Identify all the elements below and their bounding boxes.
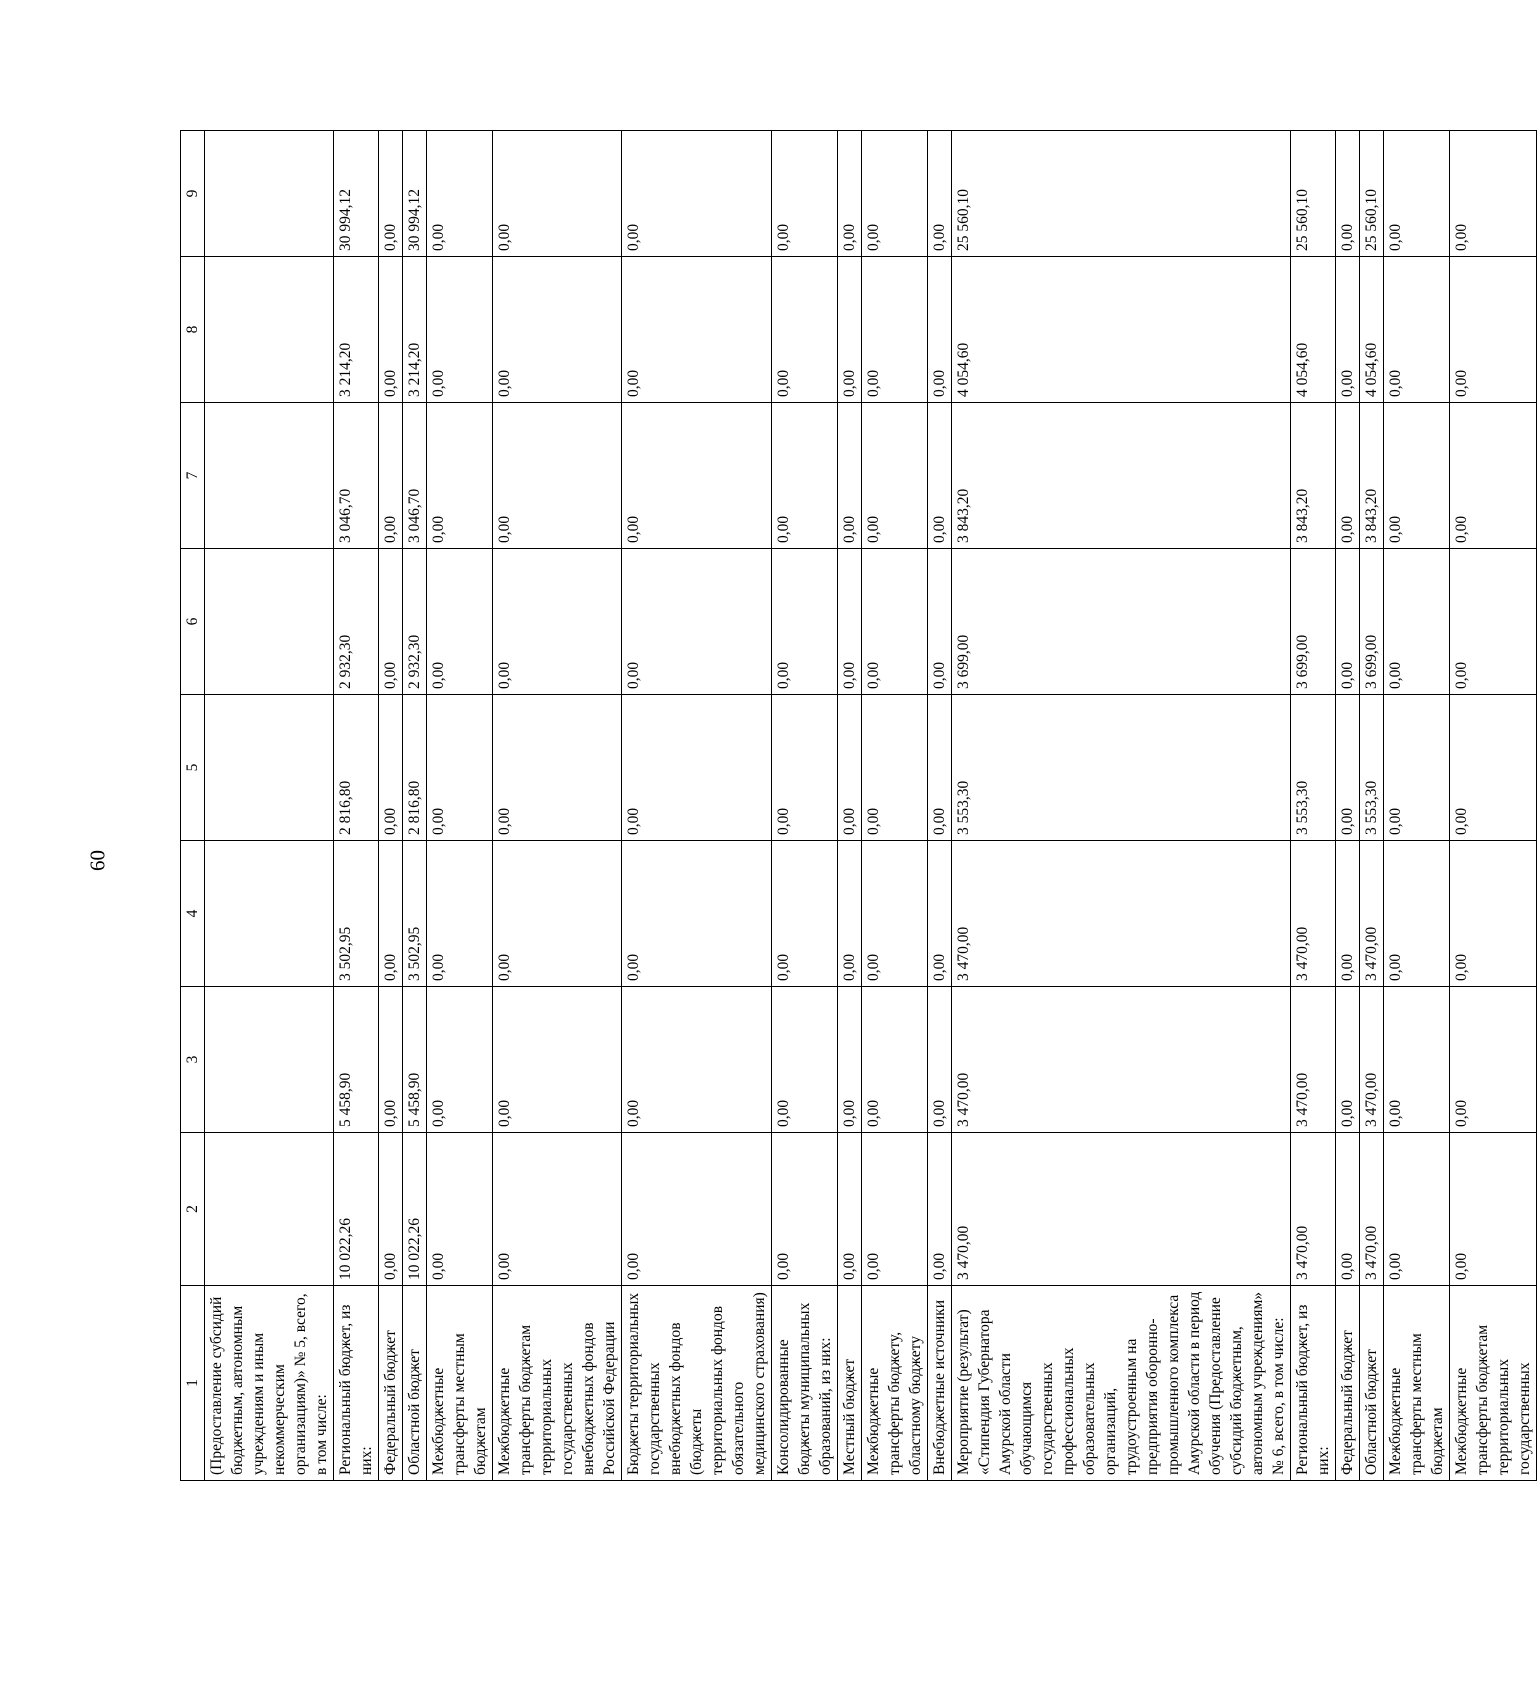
row-label-cell: Областной бюджет bbox=[403, 1286, 427, 1481]
row-label-cell: Межбюджетные трансферты бюджетам территориальных государственных внебюджетных фондов Российской Федерации bbox=[493, 1286, 622, 1481]
value-cell: 0,00 bbox=[772, 131, 838, 257]
value-cell: 0,00 bbox=[622, 695, 772, 841]
row-label-cell: Бюджеты территориальных государственных внебюджетных фондов (бюджеты территориальных фондов обязательного медицинского страхования) bbox=[622, 1286, 772, 1481]
value-cell: 0,00 bbox=[379, 841, 403, 987]
value-cell: 0,00 bbox=[1384, 987, 1450, 1133]
value-cell: 0,00 bbox=[1336, 841, 1360, 987]
value-cell: 0,00 bbox=[1384, 549, 1450, 695]
column-header: 9 bbox=[181, 131, 205, 257]
value-cell: 0,00 bbox=[1450, 987, 1537, 1133]
value-cell: 0,00 bbox=[928, 1133, 952, 1286]
table-row bbox=[838, 131, 862, 1481]
table-row bbox=[205, 131, 334, 1481]
value-cell: 0,00 bbox=[928, 987, 952, 1133]
value-cell: 0,00 bbox=[379, 257, 403, 403]
value-cell: 3 470,00 bbox=[1360, 1133, 1384, 1286]
value-cell: 0,00 bbox=[493, 987, 622, 1133]
value-cell: 0,00 bbox=[379, 131, 403, 257]
column-header: 7 bbox=[181, 403, 205, 549]
value-cell: 0,00 bbox=[928, 403, 952, 549]
table-row bbox=[1336, 131, 1360, 1481]
value-cell: 0,00 bbox=[838, 131, 862, 257]
value-cell bbox=[205, 987, 334, 1133]
value-cell: 10 022,26 bbox=[403, 1133, 427, 1286]
value-cell: 25 560,10 bbox=[1360, 131, 1384, 257]
value-cell: 3 470,00 bbox=[952, 1133, 1291, 1286]
value-cell: 3 553,30 bbox=[1291, 695, 1336, 841]
value-cell: 0,00 bbox=[862, 841, 928, 987]
value-cell: 0,00 bbox=[1450, 695, 1537, 841]
value-cell: 3 843,20 bbox=[1291, 403, 1336, 549]
value-cell bbox=[205, 257, 334, 403]
row-label-cell: Межбюджетные трансферты бюджету, областному бюджету bbox=[862, 1286, 928, 1481]
value-cell: 0,00 bbox=[772, 257, 838, 403]
value-cell: 25 560,10 bbox=[1291, 131, 1336, 257]
value-cell bbox=[205, 403, 334, 549]
value-cell: 4 054,60 bbox=[1360, 257, 1384, 403]
value-cell: 3 699,00 bbox=[952, 549, 1291, 695]
value-cell: 0,00 bbox=[772, 841, 838, 987]
value-cell: 0,00 bbox=[862, 987, 928, 1133]
value-cell: 0,00 bbox=[1336, 403, 1360, 549]
value-cell: 0,00 bbox=[772, 987, 838, 1133]
value-cell: 3 470,00 bbox=[1291, 987, 1336, 1133]
value-cell: 0,00 bbox=[1384, 257, 1450, 403]
value-cell: 0,00 bbox=[493, 131, 622, 257]
value-cell: 0,00 bbox=[622, 1133, 772, 1286]
value-cell: 0,00 bbox=[427, 549, 493, 695]
value-cell: 4 054,60 bbox=[1291, 257, 1336, 403]
value-cell: 0,00 bbox=[862, 257, 928, 403]
value-cell: 25 560,10 bbox=[952, 131, 1291, 257]
value-cell: 0,00 bbox=[1336, 1133, 1360, 1286]
budget-table bbox=[180, 130, 1537, 1481]
page-number: 60 bbox=[85, 850, 110, 871]
value-cell: 0,00 bbox=[838, 403, 862, 549]
value-cell: 3 046,70 bbox=[403, 403, 427, 549]
value-cell: 0,00 bbox=[493, 695, 622, 841]
column-header: 4 bbox=[181, 841, 205, 987]
value-cell: 0,00 bbox=[928, 841, 952, 987]
value-cell: 0,00 bbox=[622, 549, 772, 695]
table-row bbox=[772, 131, 838, 1481]
value-cell: 0,00 bbox=[1336, 987, 1360, 1133]
value-cell: 0,00 bbox=[1384, 403, 1450, 549]
column-header: 6 bbox=[181, 549, 205, 695]
row-label-cell: Межбюджетные трансферты местным бюджетам bbox=[1384, 1286, 1450, 1481]
value-cell: 0,00 bbox=[427, 841, 493, 987]
value-cell: 3 470,00 bbox=[1291, 841, 1336, 987]
row-label-cell: Местный бюджет bbox=[838, 1286, 862, 1481]
value-cell: 0,00 bbox=[427, 403, 493, 549]
value-cell: 0,00 bbox=[772, 403, 838, 549]
table-row bbox=[952, 131, 1291, 1481]
value-cell: 0,00 bbox=[427, 131, 493, 257]
value-cell: 0,00 bbox=[493, 1133, 622, 1286]
value-cell bbox=[205, 1133, 334, 1286]
row-label-cell: Мероприятие (результат) «Стипендия Губернатора Амурской области обучающимся государственных профессиональных образовательных организаций, трудоустроенным на предприятия оборонно-промышленного комплекса Амурской области в период обучения (Предоставление субсидий бюджетным, автономным учреждениям» № 6, всего, в том числе: bbox=[952, 1286, 1291, 1481]
table-row bbox=[1360, 131, 1384, 1481]
value-cell: 0,00 bbox=[838, 987, 862, 1133]
value-cell: 3 470,00 bbox=[1360, 987, 1384, 1133]
value-cell: 3 470,00 bbox=[1360, 841, 1384, 987]
row-label-cell: (Предоставление субсидий бюджетным, автономным учреждениям и иным некоммерческим организациям)» № 5, всего, в том числе: bbox=[205, 1286, 334, 1481]
row-label-cell: Региональный бюджет, из них: bbox=[1291, 1286, 1336, 1481]
value-cell: 0,00 bbox=[862, 695, 928, 841]
value-cell: 3 046,70 bbox=[334, 403, 379, 549]
value-cell: 0,00 bbox=[379, 1133, 403, 1286]
value-cell: 0,00 bbox=[379, 403, 403, 549]
value-cell: 3 502,95 bbox=[403, 841, 427, 987]
value-cell: 3 699,00 bbox=[1291, 549, 1336, 695]
value-cell: 0,00 bbox=[928, 131, 952, 257]
value-cell: 0,00 bbox=[622, 841, 772, 987]
value-cell: 0,00 bbox=[838, 257, 862, 403]
value-cell: 30 994,12 bbox=[403, 131, 427, 257]
column-header: 1 bbox=[181, 1286, 205, 1481]
value-cell: 4 054,60 bbox=[952, 257, 1291, 403]
value-cell: 0,00 bbox=[1336, 549, 1360, 695]
value-cell: 3 214,20 bbox=[334, 257, 379, 403]
value-cell: 0,00 bbox=[1336, 695, 1360, 841]
row-label-cell: Федеральный бюджет bbox=[379, 1286, 403, 1481]
column-header: 5 bbox=[181, 695, 205, 841]
row-label-cell: Внебюджетные источники bbox=[928, 1286, 952, 1481]
value-cell: 0,00 bbox=[772, 1133, 838, 1286]
value-cell: 0,00 bbox=[493, 403, 622, 549]
value-cell: 3 470,00 bbox=[952, 987, 1291, 1133]
value-cell: 0,00 bbox=[862, 131, 928, 257]
value-cell: 0,00 bbox=[1450, 1133, 1537, 1286]
value-cell bbox=[205, 841, 334, 987]
value-cell: 0,00 bbox=[1450, 403, 1537, 549]
value-cell: 0,00 bbox=[838, 695, 862, 841]
row-label-cell: Федеральный бюджет bbox=[1336, 1286, 1360, 1481]
row-label-cell: Консолидированные бюджеты муниципальных образований, из них: bbox=[772, 1286, 838, 1481]
value-cell: 3 553,30 bbox=[1360, 695, 1384, 841]
table-row bbox=[622, 131, 772, 1481]
table-row bbox=[403, 131, 427, 1481]
value-cell: 0,00 bbox=[622, 131, 772, 257]
value-cell: 3 843,20 bbox=[1360, 403, 1384, 549]
table-row bbox=[928, 131, 952, 1481]
value-cell bbox=[205, 549, 334, 695]
value-cell: 5 458,90 bbox=[403, 987, 427, 1133]
value-cell: 0,00 bbox=[379, 695, 403, 841]
value-cell: 2 816,80 bbox=[403, 695, 427, 841]
table-row bbox=[1384, 131, 1450, 1481]
column-header: 3 bbox=[181, 987, 205, 1133]
value-cell: 3 553,30 bbox=[952, 695, 1291, 841]
value-cell: 0,00 bbox=[1336, 131, 1360, 257]
value-cell: 30 994,12 bbox=[334, 131, 379, 257]
column-header: 2 bbox=[181, 1133, 205, 1286]
value-cell: 0,00 bbox=[493, 841, 622, 987]
value-cell: 0,00 bbox=[838, 841, 862, 987]
value-cell: 3 699,00 bbox=[1360, 549, 1384, 695]
value-cell: 0,00 bbox=[928, 257, 952, 403]
value-cell: 2 816,80 bbox=[334, 695, 379, 841]
value-cell: 0,00 bbox=[862, 1133, 928, 1286]
value-cell: 5 458,90 bbox=[334, 987, 379, 1133]
value-cell: 0,00 bbox=[622, 987, 772, 1133]
value-cell: 3 843,20 bbox=[952, 403, 1291, 549]
value-cell: 0,00 bbox=[1336, 257, 1360, 403]
value-cell: 0,00 bbox=[772, 549, 838, 695]
value-cell: 0,00 bbox=[928, 549, 952, 695]
value-cell: 0,00 bbox=[838, 549, 862, 695]
table-row bbox=[379, 131, 403, 1481]
value-cell: 0,00 bbox=[862, 549, 928, 695]
column-header: 8 bbox=[181, 257, 205, 403]
row-label-cell: Межбюджетные трансферты местным бюджетам bbox=[427, 1286, 493, 1481]
value-cell: 0,00 bbox=[1384, 841, 1450, 987]
value-cell: 0,00 bbox=[772, 695, 838, 841]
value-cell: 0,00 bbox=[427, 257, 493, 403]
value-cell: 10 022,26 bbox=[334, 1133, 379, 1286]
value-cell: 0,00 bbox=[427, 987, 493, 1133]
table-row bbox=[334, 131, 379, 1481]
value-cell: 3 470,00 bbox=[1291, 1133, 1336, 1286]
value-cell: 0,00 bbox=[379, 549, 403, 695]
row-label-cell: Региональный бюджет, из них: bbox=[334, 1286, 379, 1481]
row-label-cell: Межбюджетные трансферты бюджетам территориальных государственных bbox=[1450, 1286, 1537, 1481]
value-cell: 0,00 bbox=[427, 695, 493, 841]
value-cell: 3 502,95 bbox=[334, 841, 379, 987]
table-row bbox=[1291, 131, 1336, 1481]
table-row bbox=[1450, 131, 1537, 1481]
value-cell: 0,00 bbox=[838, 1133, 862, 1286]
value-cell bbox=[205, 131, 334, 257]
value-cell: 0,00 bbox=[622, 257, 772, 403]
value-cell: 0,00 bbox=[1450, 549, 1537, 695]
value-cell: 0,00 bbox=[622, 403, 772, 549]
header-row bbox=[181, 131, 205, 1481]
value-cell: 0,00 bbox=[1384, 1133, 1450, 1286]
value-cell: 2 932,30 bbox=[403, 549, 427, 695]
row-label-cell: Областной бюджет bbox=[1360, 1286, 1384, 1481]
value-cell: 0,00 bbox=[1384, 131, 1450, 257]
table-row bbox=[862, 131, 928, 1481]
value-cell: 2 932,30 bbox=[334, 549, 379, 695]
value-cell: 0,00 bbox=[1450, 131, 1537, 257]
value-cell: 0,00 bbox=[427, 1133, 493, 1286]
table-body bbox=[181, 131, 1537, 1481]
table-row bbox=[493, 131, 622, 1481]
value-cell bbox=[205, 695, 334, 841]
value-cell: 0,00 bbox=[1384, 695, 1450, 841]
value-cell: 3 214,20 bbox=[403, 257, 427, 403]
value-cell: 0,00 bbox=[1450, 257, 1537, 403]
table-row bbox=[427, 131, 493, 1481]
value-cell: 0,00 bbox=[493, 549, 622, 695]
value-cell: 0,00 bbox=[493, 257, 622, 403]
value-cell: 3 470,00 bbox=[952, 841, 1291, 987]
rotated-table-wrapper bbox=[180, 131, 1533, 1481]
value-cell: 0,00 bbox=[862, 403, 928, 549]
value-cell: 0,00 bbox=[379, 987, 403, 1133]
value-cell: 0,00 bbox=[1450, 841, 1537, 987]
value-cell: 0,00 bbox=[928, 695, 952, 841]
